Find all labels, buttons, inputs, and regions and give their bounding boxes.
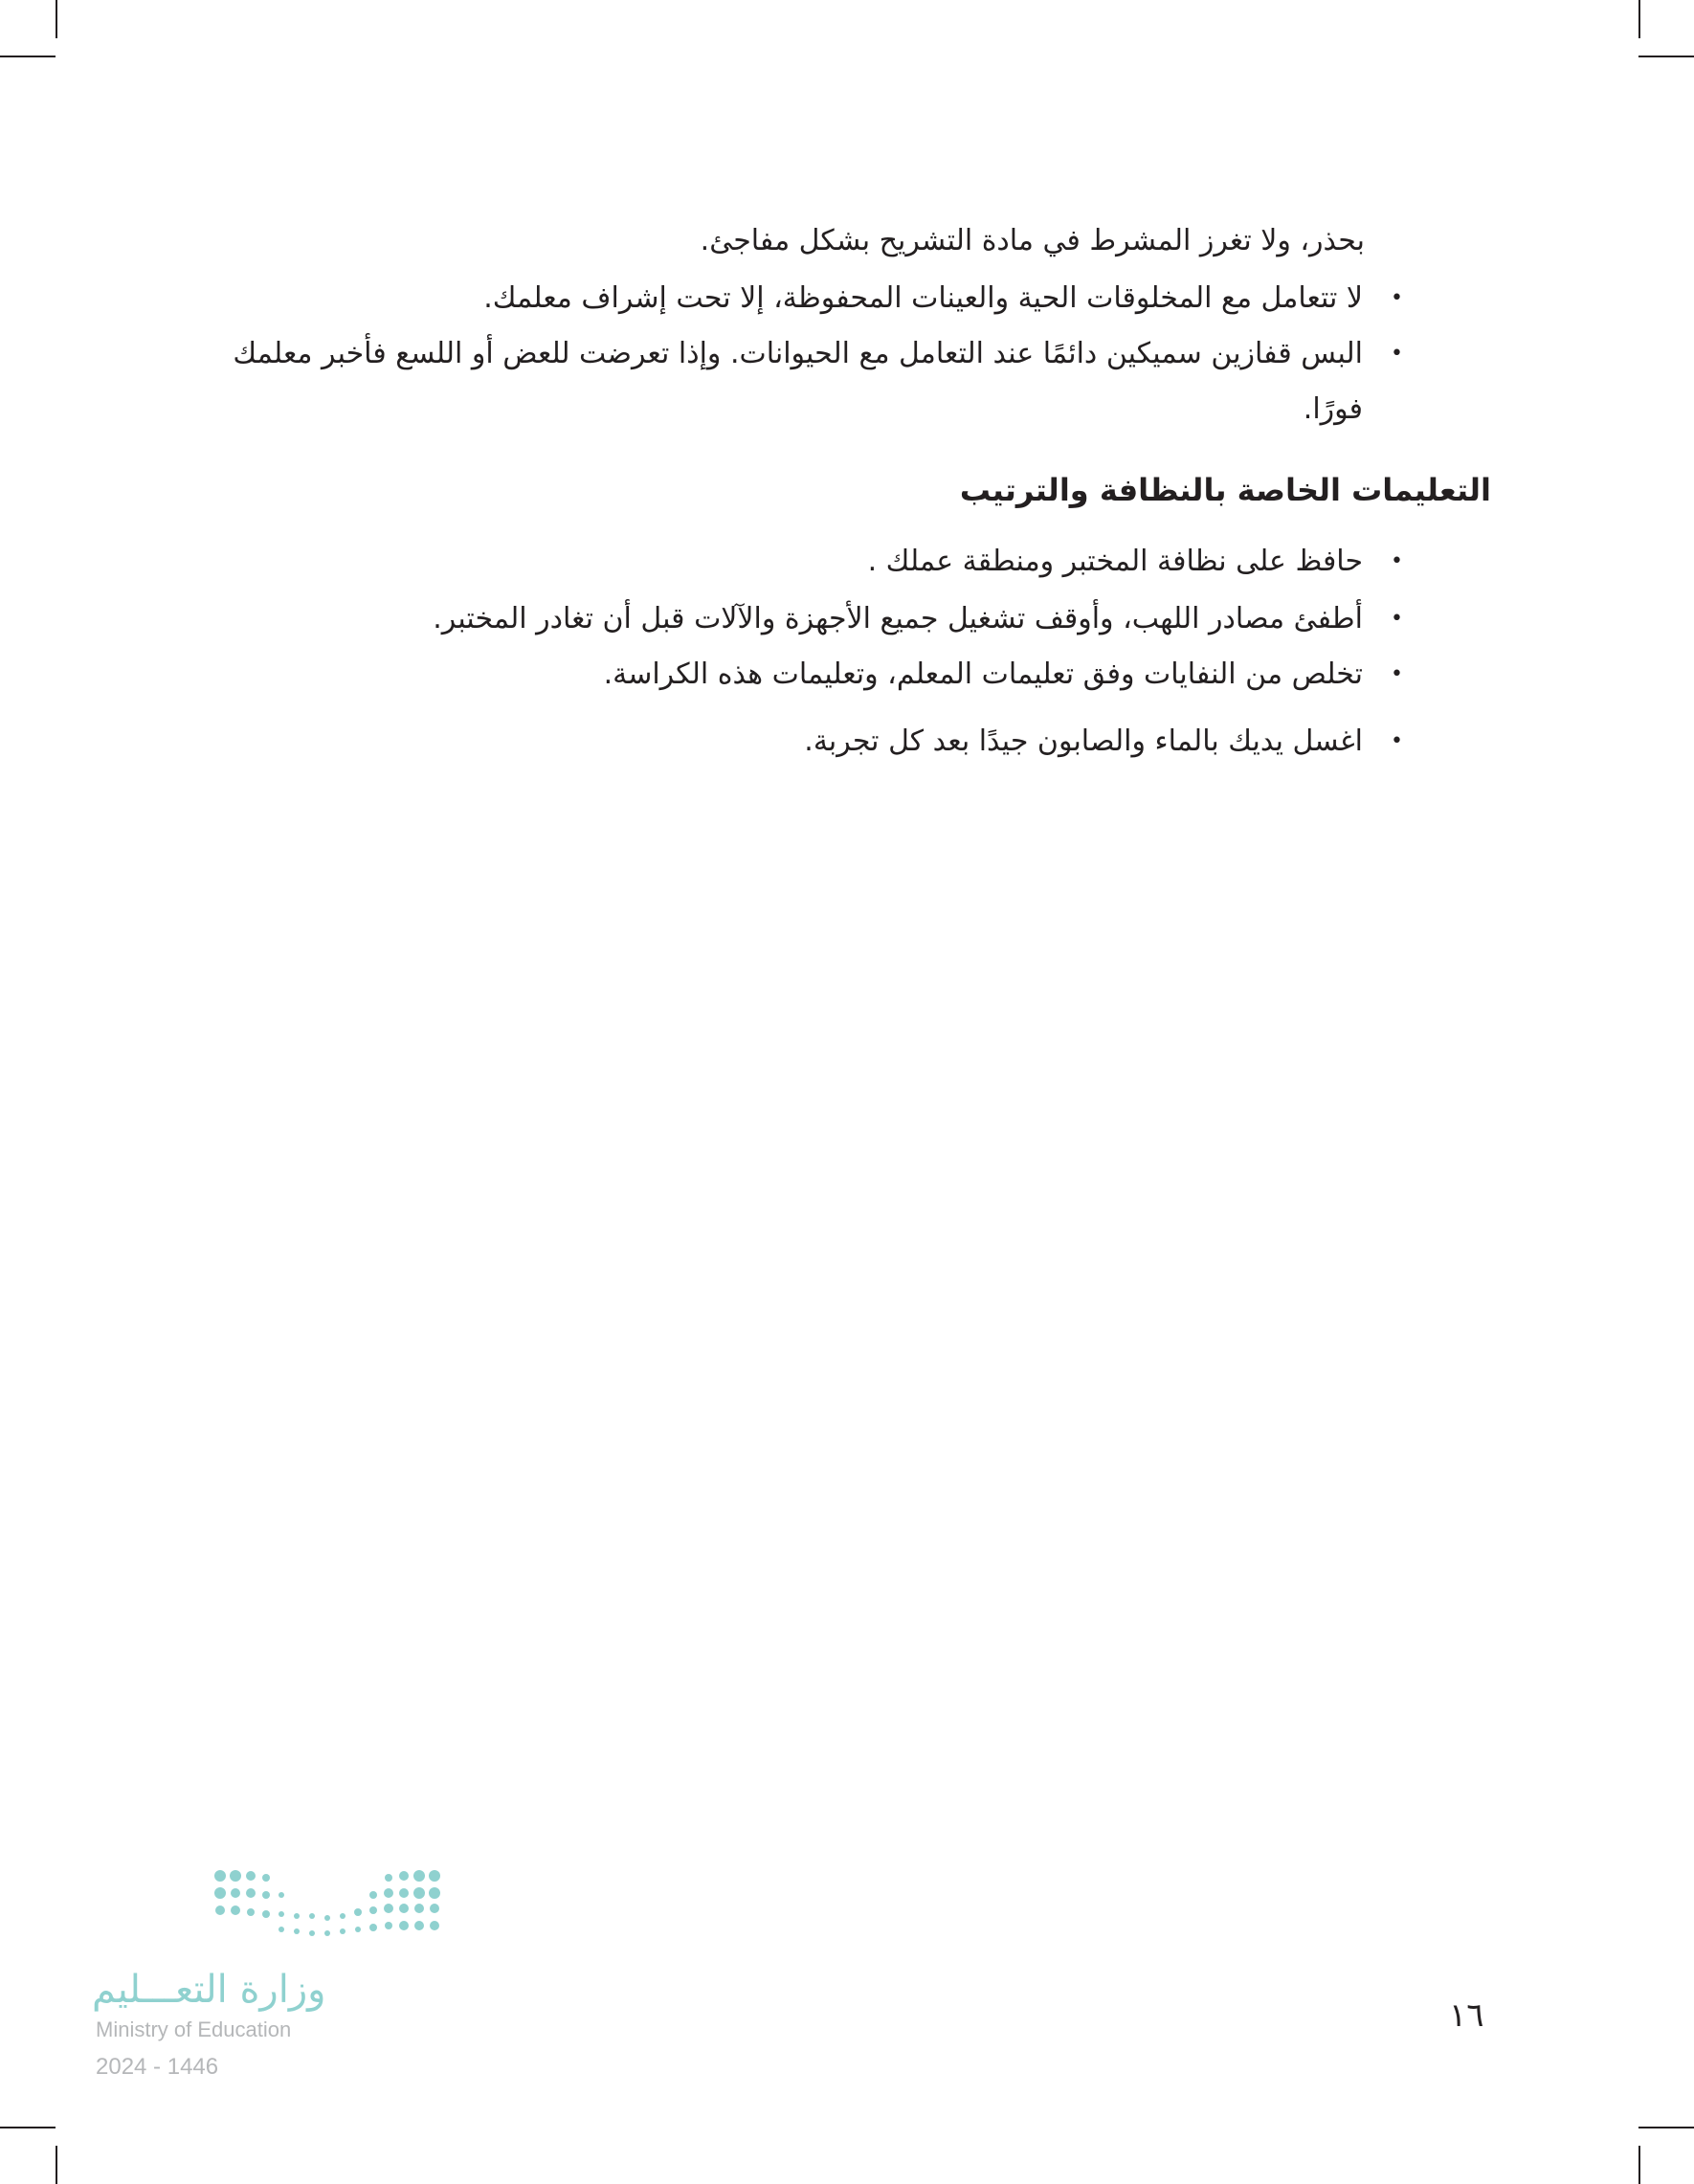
list-item bbox=[199, 714, 1405, 769]
list-item bbox=[199, 534, 1405, 590]
list-item-text: البس قفازين سميكين دائمًا عند التعامل مع الحيوانات. وإذا تعرضت للعض أو اللسع فأخبر معلمك فورًا. bbox=[233, 337, 1363, 426]
list-item-text: حافظ على نظافة المختبر ومنطقة عملك . bbox=[867, 545, 1363, 578]
list-item bbox=[199, 271, 1405, 326]
crop-mark-top-right-h bbox=[1638, 56, 1694, 57]
page-number: ١٦ bbox=[1449, 1996, 1484, 2035]
bullet-icon: • bbox=[1391, 342, 1403, 366]
list-item-text: لا تتعامل مع المخلوقات الحية والعينات المحفوظة، إلا تحت إشراف معلمك. bbox=[483, 281, 1363, 315]
list-item bbox=[199, 647, 1405, 702]
list-item bbox=[199, 326, 1405, 437]
list-item-text: أطفئ مصادر اللهب، وأوقف تشغيل جميع الأجهزة والآلات قبل أن تغادر المختبر. bbox=[433, 602, 1363, 635]
bullet-icon: • bbox=[1391, 607, 1403, 631]
crop-mark-bottom-right-h bbox=[1638, 2127, 1694, 2128]
ministry-logo-arabic: وزارة التعـــليم bbox=[92, 1968, 326, 2012]
ministry-logo-english: Ministry of Education bbox=[96, 2017, 292, 2041]
crop-mark-top-left-h bbox=[0, 56, 56, 57]
bullet-icon: • bbox=[1391, 286, 1403, 310]
continuation-text: بحذر، ولا تغرز المشرط في مادة التشريح بشكل مفاجئ. bbox=[700, 224, 1365, 257]
crop-mark-top-right bbox=[1638, 0, 1640, 38]
crop-mark-bottom-left bbox=[56, 2146, 57, 2184]
bullet-icon: • bbox=[1391, 549, 1403, 573]
list-item bbox=[199, 591, 1405, 647]
bullet-icon: • bbox=[1391, 662, 1403, 686]
section-heading: التعليمات الخاصة بالنظافة والترتيب bbox=[959, 472, 1491, 508]
bullet-icon: • bbox=[1391, 729, 1403, 753]
list-item-text: اغسل يديك بالماء والصابون جيدًا بعد كل تجربة. bbox=[804, 724, 1363, 758]
crop-mark-top-left bbox=[56, 0, 57, 38]
list-item-text: تخلص من النفايات وفق تعليمات المعلم، وتعليمات هذه الكراسة. bbox=[603, 657, 1363, 691]
ministry-logo-year: 2024 - 1446 bbox=[96, 2054, 219, 2080]
crop-mark-bottom-right bbox=[1638, 2146, 1640, 2184]
crop-mark-bottom-left-h bbox=[0, 2127, 56, 2128]
ministry-logo-icon bbox=[209, 1866, 448, 1943]
